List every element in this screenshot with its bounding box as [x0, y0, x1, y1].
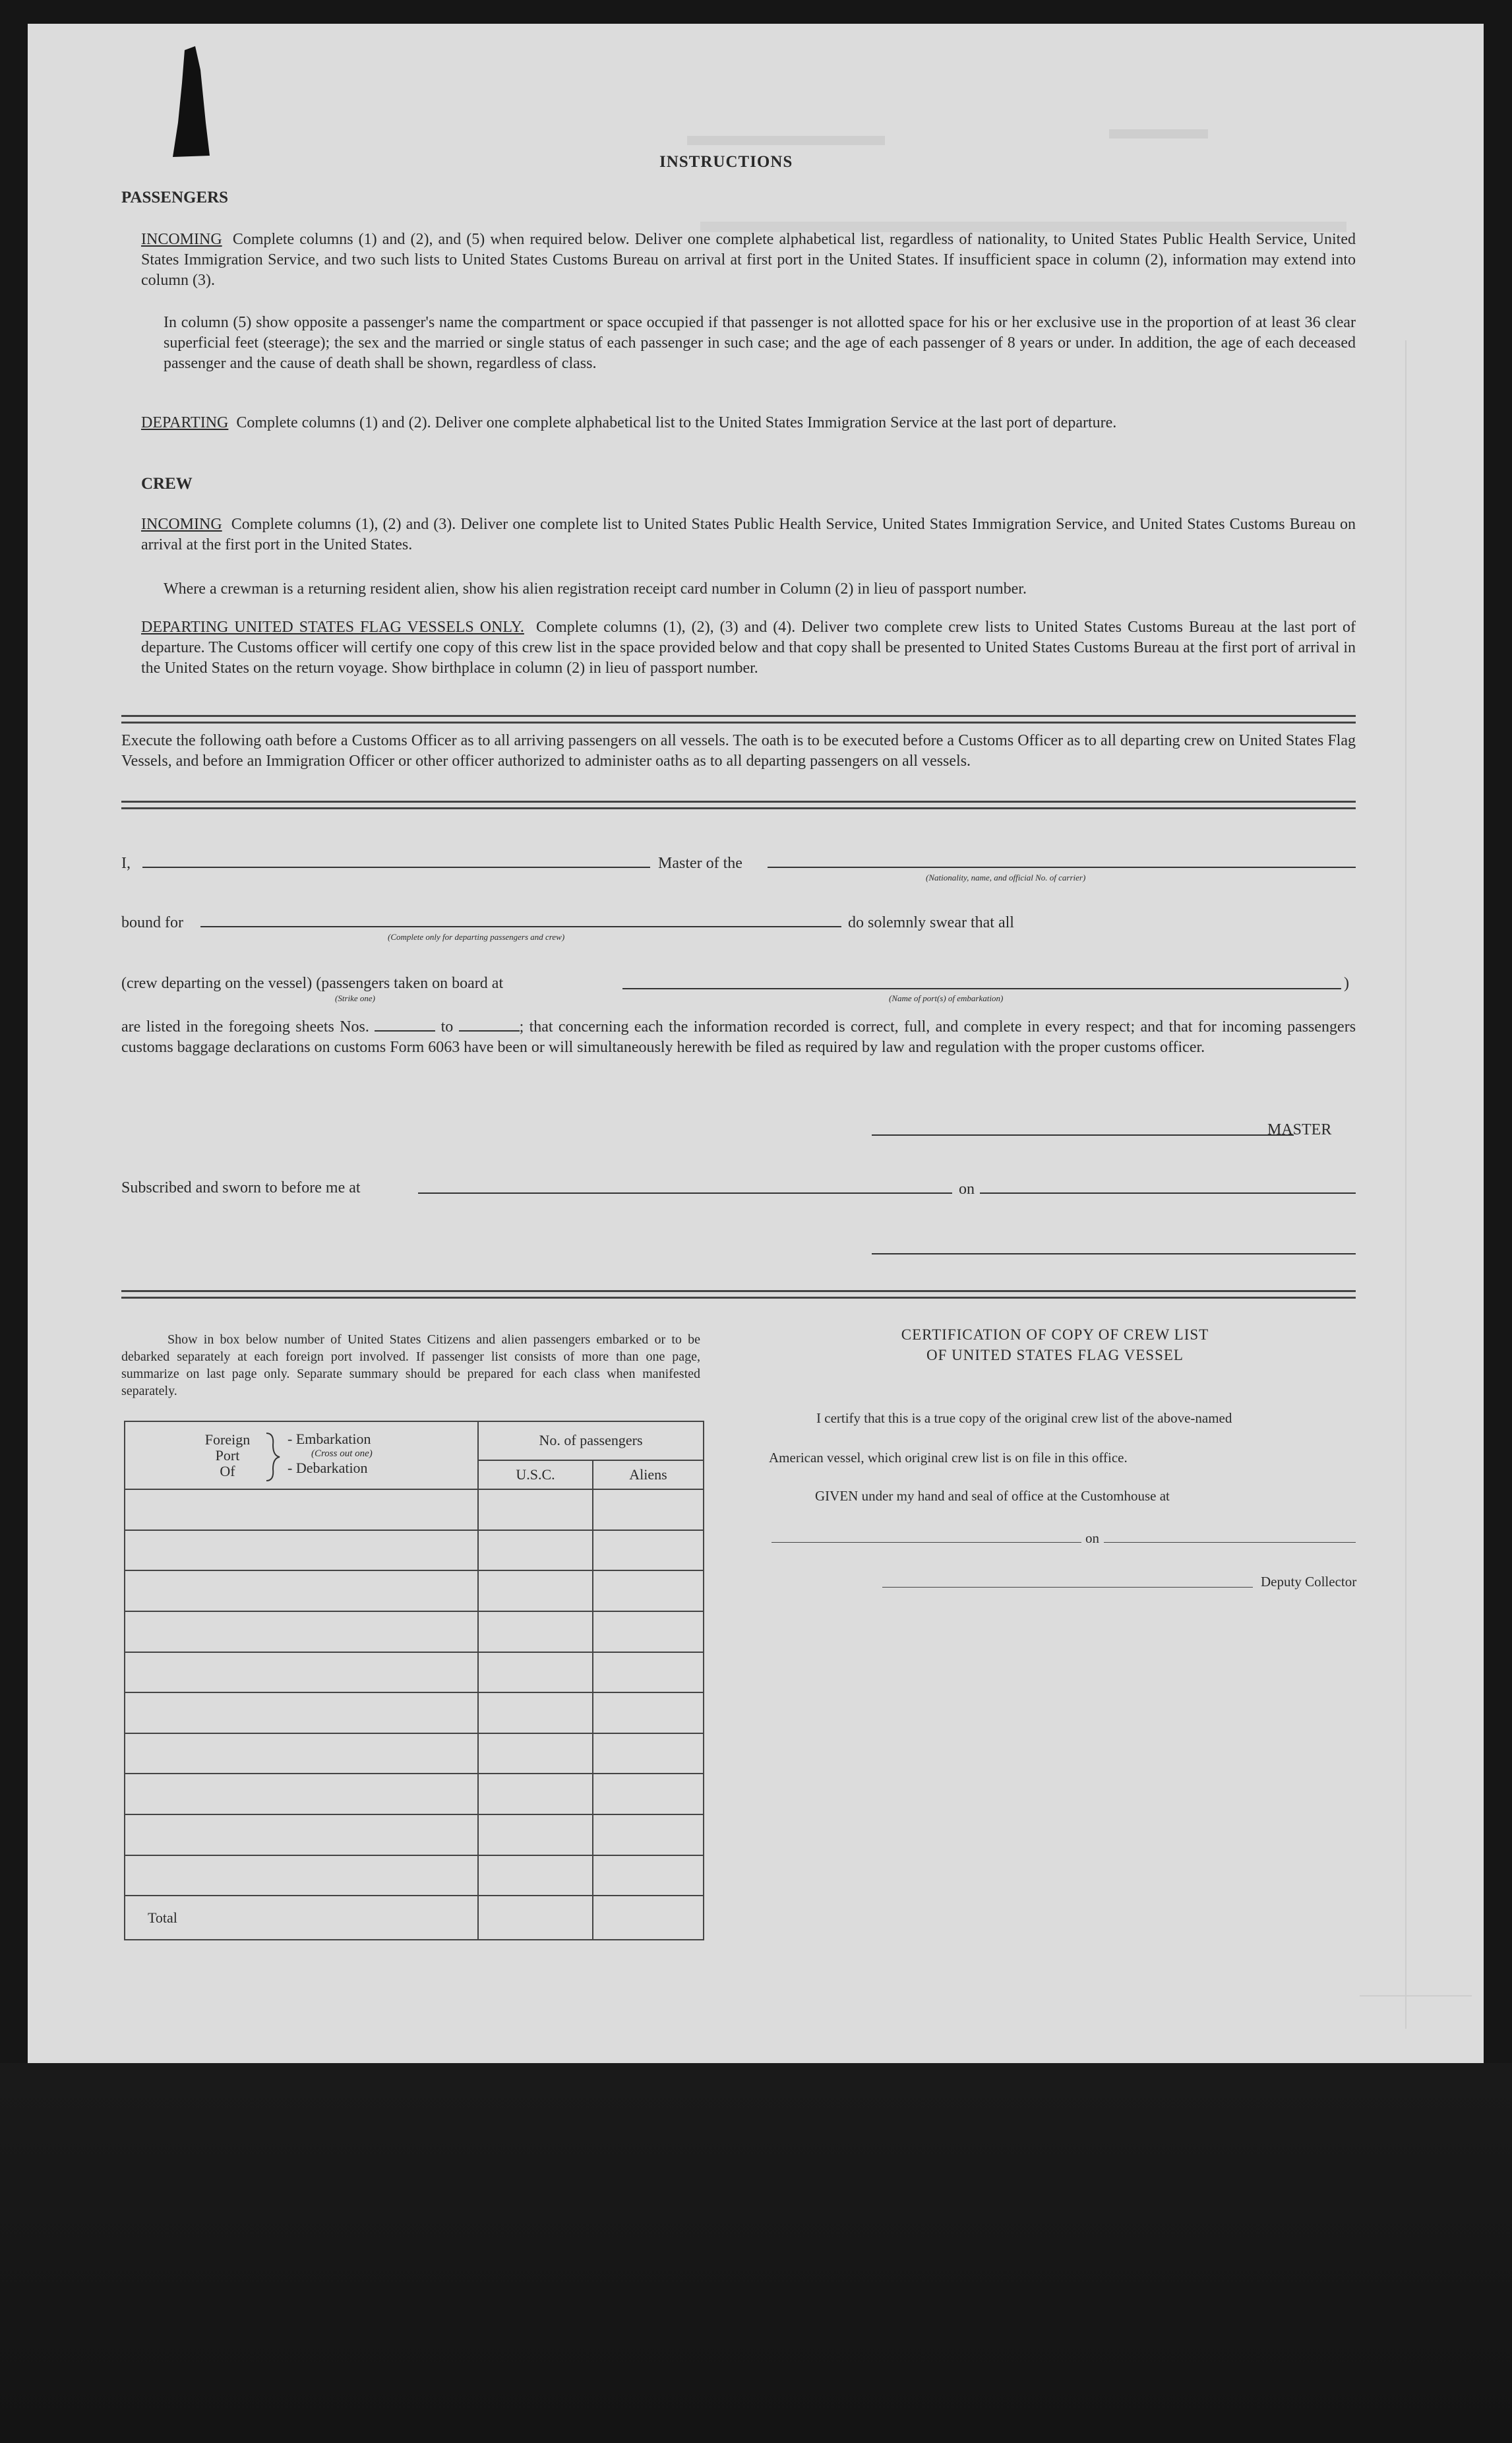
- port-cell[interactable]: [125, 1570, 478, 1611]
- listed-text-a: are listed in the foregoing sheets Nos.: [121, 1018, 369, 1036]
- usc-cell[interactable]: [478, 1733, 593, 1774]
- embarkation-port-field[interactable]: [622, 988, 1341, 989]
- aliens-cell[interactable]: [593, 1855, 704, 1896]
- flag-vessels-text: Complete columns (1), (2), (3) and (4). Deliver two complete crew lists to United States Customs Bureau at the last port of departure. The Customs officer will certify one copy of this crew list in the space provided below and that copy shall be presented to United States Customs Bureau at the first port of arrival in the United States on the return voyage. Show birthplace in column (2) in lieu of passport number.: [141, 619, 1356, 677]
- table-row: [125, 1814, 704, 1855]
- oath-i-label: I,: [121, 855, 131, 872]
- total-label: Total: [125, 1896, 478, 1940]
- flag-vessels-label: DEPARTING UNITED STATES FLAG VESSELS ONLY.: [141, 619, 524, 636]
- deputy-signature-field[interactable]: [882, 1587, 1253, 1588]
- total-usc-cell[interactable]: [478, 1896, 593, 1940]
- passengers-departing-paragraph: [141, 413, 1356, 433]
- carrier-field[interactable]: [768, 867, 1356, 868]
- scan-background: [0, 2063, 1512, 2443]
- show-through-margin: [1360, 340, 1478, 2029]
- deputy-collector-label: Deputy Collector: [1261, 1574, 1357, 1590]
- usc-cell[interactable]: [478, 1855, 593, 1896]
- certification-title: [785, 1324, 1325, 1365]
- table-row: [125, 1530, 704, 1571]
- master-label: MASTER: [1267, 1121, 1332, 1138]
- total-row: [125, 1896, 704, 1940]
- departing-label: DEPARTING: [141, 414, 229, 431]
- usc-cell[interactable]: [478, 1814, 593, 1855]
- usc-cell[interactable]: [478, 1570, 593, 1611]
- bound-for-label: bound for: [121, 914, 183, 931]
- flag-vessels-paragraph: [141, 617, 1356, 679]
- cross-out-hint: (Cross out one): [311, 1448, 373, 1459]
- instructions-title: INSTRUCTIONS: [659, 153, 793, 171]
- sworn-date-field[interactable]: [980, 1192, 1356, 1194]
- certification-line-2: American vessel, which original crew list is on file in this office.: [769, 1450, 1128, 1466]
- certification-line-3: GIVEN under my hand and seal of office at the Customhouse at: [815, 1488, 1170, 1504]
- passengers-incoming-paragraph: [141, 230, 1356, 291]
- incoming-label: INCOMING: [141, 231, 222, 248]
- summary-note: Show in box below number of United States Citizens and alien passengers embarked or to be debarked separately at each foreign port involved. If passenger list consists of more than one page, summarize on last page only. Separate summary should be prepared for each class when manifested separately.: [121, 1332, 700, 1398]
- passengers-heading: PASSENGERS: [121, 189, 229, 206]
- port-cell[interactable]: [125, 1530, 478, 1571]
- carrier-hint: (Nationality, name, and official No. of carrier): [926, 873, 1086, 882]
- aliens-cell[interactable]: [593, 1814, 704, 1855]
- table-row: [125, 1774, 704, 1814]
- total-aliens-cell[interactable]: [593, 1896, 704, 1940]
- table-row: [125, 1611, 704, 1652]
- sheet-to-field[interactable]: [459, 1030, 520, 1032]
- port-label: Port: [215, 1446, 240, 1464]
- crewman-paragraph: Where a crewman is a returning resident alien, show his alien registration receipt card number in Column (2) in lieu of passport number.: [164, 580, 1027, 598]
- table-row: [125, 1489, 704, 1530]
- brace-icon: [264, 1432, 284, 1482]
- crew-heading: CREW: [141, 475, 193, 493]
- customhouse-field[interactable]: [771, 1542, 1081, 1543]
- incoming-text: Complete columns (1) and (2), and (5) when required below. Deliver one complete alphabetical list, regardless of nationality, to United States Public Health Service, United States Immigration Service, and two such lists to United States Customs Bureau on arrival at first port in the United States. If insufficient space in column (2), information may extend into column (3).: [141, 231, 1356, 289]
- certification-line-1: I certify that this is a true copy of the original crew list of the above-named: [816, 1410, 1232, 1426]
- sworn-location-field[interactable]: [418, 1192, 952, 1194]
- port-cell[interactable]: [125, 1692, 478, 1733]
- departing-text: Complete columns (1) and (2). Deliver one complete alphabetical list to the United States Immigration Service at the last port of departure.: [236, 414, 1117, 431]
- aliens-cell[interactable]: [593, 1692, 704, 1733]
- column5-paragraph: In column (5) show opposite a passenger's name the compartment or space occupied if that passenger is not allotted space for his or her exclusive use in the proportion of at least 36 clear superficial feet (steerage); the sex and the married or single status of each passenger in such case; and the age of each passenger of 8 years or under. In addition, the age of each deceased passenger and the cause of death shall be shown, regardless of class.: [164, 314, 1356, 372]
- aliens-cell[interactable]: [593, 1530, 704, 1571]
- officer-signature-field[interactable]: [872, 1253, 1356, 1254]
- master-signature-field[interactable]: [872, 1134, 1294, 1136]
- port-hint: (Name of port(s) of embarkation): [889, 993, 1004, 1003]
- port-header-cell: [125, 1421, 478, 1489]
- aliens-cell[interactable]: [593, 1570, 704, 1611]
- bound-for-hint: (Complete only for departing passengers and crew): [388, 932, 565, 942]
- of-label: Of: [220, 1462, 235, 1479]
- close-paren: ): [1344, 975, 1349, 992]
- port-header-label: [191, 1432, 264, 1479]
- usc-cell[interactable]: [478, 1692, 593, 1733]
- usc-header: U.S.C.: [478, 1460, 593, 1489]
- ink-blot-mark: [166, 44, 212, 162]
- crew-incoming-paragraph: [141, 514, 1356, 555]
- table-row: [125, 1692, 704, 1733]
- master-name-field[interactable]: [142, 867, 650, 868]
- oath-intro: Execute the following oath before a Customs Officer as to all arriving passengers on all vessels. The oath is to be executed before a Customs Officer as to all departing crew on United States Flag Vessels, and before an Immigration Officer or other officer authorized to administer oaths as to all departing passengers on all vessels.: [121, 732, 1356, 770]
- aliens-header: Aliens: [593, 1460, 704, 1489]
- port-cell[interactable]: [125, 1652, 478, 1693]
- sheet-from-field[interactable]: [375, 1030, 435, 1032]
- table-row: [125, 1570, 704, 1611]
- swear-label: do solemnly swear that all: [848, 914, 1014, 931]
- table-row: [125, 1733, 704, 1774]
- port-cell[interactable]: [125, 1855, 478, 1896]
- aliens-cell[interactable]: [593, 1733, 704, 1774]
- section-divider: [121, 715, 1356, 724]
- crew-incoming-label: INCOMING: [141, 516, 222, 533]
- crew-incoming-text: Complete columns (1), (2) and (3). Deliver one complete list to United States Public Health Service, United States Immigration Service, and United States Customs Bureau on arrival at the first port in the United States.: [141, 516, 1356, 553]
- aliens-cell[interactable]: [593, 1652, 704, 1693]
- summary-rows: [125, 1489, 704, 1896]
- listed-to-text: to: [440, 1018, 454, 1036]
- no-passengers-header: No. of passengers: [478, 1421, 704, 1460]
- usc-cell[interactable]: [478, 1530, 593, 1571]
- aliens-cell[interactable]: [593, 1489, 704, 1530]
- bound-for-field[interactable]: [200, 926, 841, 927]
- table-row: [125, 1652, 704, 1693]
- table-row: [125, 1855, 704, 1896]
- subscribed-label: Subscribed and sworn to before me at: [121, 1179, 361, 1196]
- foreign-label: Foreign: [204, 1431, 251, 1448]
- usc-cell[interactable]: [478, 1774, 593, 1814]
- embark-options: [287, 1432, 373, 1475]
- document-page: [28, 24, 1484, 2063]
- usc-cell[interactable]: [478, 1611, 593, 1652]
- listed-text-b: ; that concerning each the information recorded is correct, full, and complete in every respect; and that for incoming passengers customs baggage declarations on customs Form 6063 have been or will simultaneously herewith be filed as required by law and regulation with the proper customs officer.: [121, 1018, 1356, 1056]
- port-cell[interactable]: [125, 1611, 478, 1652]
- section-divider: [121, 801, 1356, 809]
- master-of-the-label: Master of the: [658, 855, 742, 872]
- passenger-summary-table: [124, 1421, 704, 1940]
- aliens-cell[interactable]: [593, 1611, 704, 1652]
- certification-title-line1: CERTIFICATION OF COPY OF CREW LIST: [901, 1326, 1209, 1343]
- certification-title-line2: OF UNITED STATES FLAG VESSEL: [926, 1347, 1184, 1363]
- embarkation-option[interactable]: - Embarkation: [287, 1430, 371, 1447]
- debarkation-option[interactable]: - Debarkation: [287, 1459, 368, 1476]
- port-cell[interactable]: [125, 1733, 478, 1774]
- aliens-cell[interactable]: [593, 1774, 704, 1814]
- usc-cell[interactable]: [478, 1489, 593, 1530]
- table-header-row: [125, 1421, 704, 1460]
- certification-date-field[interactable]: [1104, 1542, 1356, 1543]
- port-cell[interactable]: [125, 1774, 478, 1814]
- sworn-on-label: on: [959, 1181, 975, 1198]
- strike-one-hint: (Strike one): [335, 993, 376, 1003]
- section-divider: [121, 1290, 1356, 1299]
- listed-paragraph: [121, 1017, 1356, 1058]
- port-cell[interactable]: [125, 1489, 478, 1530]
- certification-on-label: on: [1085, 1530, 1099, 1546]
- usc-cell[interactable]: [478, 1652, 593, 1693]
- crew-departing-label: (crew departing on the vessel) (passengers taken on board at: [121, 975, 504, 992]
- port-cell[interactable]: [125, 1814, 478, 1855]
